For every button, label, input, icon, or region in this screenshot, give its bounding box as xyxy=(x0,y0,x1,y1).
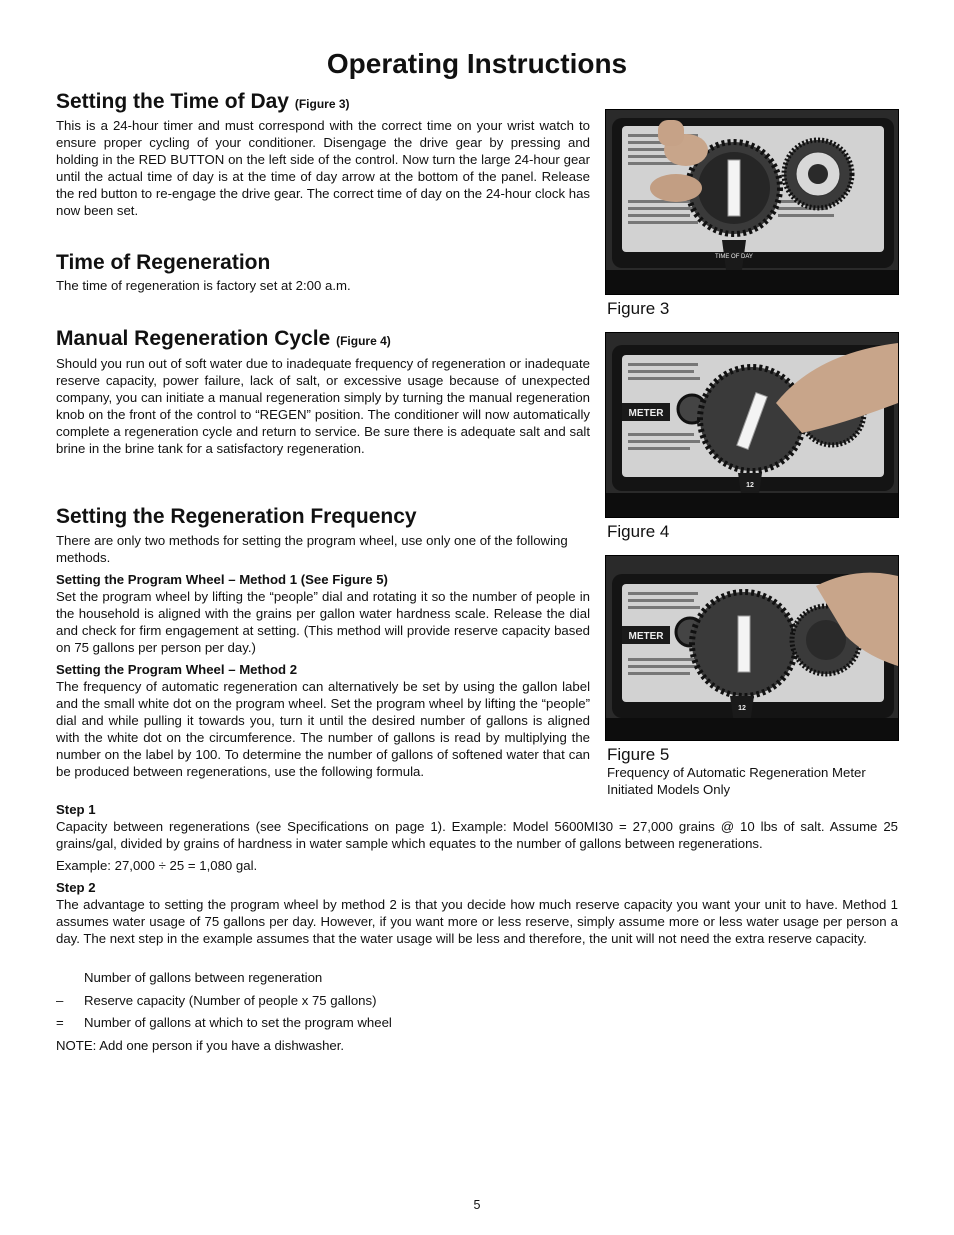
formula-text: Reserve capacity (Number of people x 75 gallons) xyxy=(84,993,377,1008)
note-line: NOTE: Add one person if you have a dishwasher. xyxy=(56,1038,345,1053)
heading-manual-regeneration xyxy=(56,327,391,353)
heading-time-of-day xyxy=(56,90,350,116)
time-of-day-body: This is a 24-hour timer and must correspond with the correct time on your wrist watch to ensure proper cycling of your conditioner. Disengage the drive gear by pressing and holding in the RED BUTTON on the left side of the control. Now turn the large 24-hour gear until the actual time of day is at the time of day arrow at the bottom of the panel. Release the red button to re-engage the drive gear. The correct time of day on the 24-hour clock has now been set. xyxy=(56,118,590,218)
figure-3-photo xyxy=(605,109,899,295)
meter-label: METER xyxy=(628,631,664,642)
formula-text: Number of gallons at which to set the program wheel xyxy=(84,1015,392,1030)
step1-body: Capacity between regenerations (see Specifications on page 1). Example: Model 5600MI30 = 27,000 grains @ 10 lbs of salt. Assume 25 grains/gal, divided by grains of hardness in water sample which equates to the number of gallons between regenerations. xyxy=(56,819,898,851)
figure-ref: (Figure 4) xyxy=(336,334,391,348)
figure-4-photo xyxy=(605,332,899,518)
figure-4-caption: Figure 4 xyxy=(607,522,670,541)
formula-text: Number of gallons between regeneration xyxy=(84,970,323,985)
formula-symbol: – xyxy=(56,993,64,1008)
heading-time-of-day-text: Setting the Time of Day xyxy=(56,90,289,113)
step2-title: Step 2 xyxy=(56,880,96,895)
meter-label: METER xyxy=(628,408,664,419)
figure-5-caption: Figure 5 xyxy=(607,745,670,764)
formula-line xyxy=(56,1015,392,1032)
method1-title: Setting the Program Wheel – Method 1 (See Figure 5) xyxy=(56,572,388,587)
figure-5-subcaption: Frequency of Automatic Regeneration Meter xyxy=(607,765,866,780)
figure-ref: (Figure 3) xyxy=(294,97,350,111)
twelve-label: 12 xyxy=(746,482,754,489)
page-number: 5 xyxy=(473,1198,481,1212)
manual-regeneration-body: Should you run out of soft water due to inadequate frequency of regeneration or inadequate reserve capacity, power failure, lack of salt, or excessive usage because of unexpected company, you can initiate a manual regeneration simply by turning the manual regeneration knob on the front of the control to “REGEN” position. The conditioner will now automatically complete a regeneration cycle and return to service. Be sure there is adequate salt and salt brine in the brine tank for a satisfactory regeneration. xyxy=(56,356,590,456)
regeneration-frequency-intro: There are only two methods for setting the program wheel, use only one of the following methods. xyxy=(56,533,568,565)
heading-time-of-regeneration: Time of Regeneration xyxy=(56,251,271,274)
formula-symbol: = xyxy=(56,1015,64,1030)
twelve-label: 12 xyxy=(738,705,746,712)
figure-5-photo xyxy=(605,555,899,741)
control-panel-illustration xyxy=(606,556,898,740)
method2-title: Setting the Program Wheel – Method 2 xyxy=(56,662,298,677)
page-title: Operating Instructions xyxy=(326,48,628,79)
figure-5-subcaption: Initiated Models Only xyxy=(607,782,731,797)
step1-title: Step 1 xyxy=(56,802,96,817)
formula-line xyxy=(56,970,322,987)
time-of-regeneration-body: The time of regeneration is factory set at 2:00 a.m. xyxy=(56,278,351,293)
step2-body: The advantage to setting the program wheel by method 2 is that you decide how much reserve capacity you want your unit to have. Method 1 assumes water usage of 75 gallons per day. However, if you want more or less reserve, simply assume more or less water usage per person a day. The next step in the example assumes that the water usage will be less and therefore, the unit will not need the extra reserve capacity. xyxy=(56,897,898,946)
control-panel-illustration xyxy=(606,110,898,294)
heading-manual-regeneration-text: Manual Regeneration Cycle xyxy=(56,327,331,350)
control-panel-illustration xyxy=(606,333,898,517)
example-line: Example: 27,000 ÷ 25 = 1,080 gal. xyxy=(56,858,258,873)
method1-body: Set the program wheel by lifting the “people” dial and rotating it so the number of people in the household is aligned with the grains per gallon water hardness scale. Release the dial and check for firm engagement at setting. (This method will provide reserve capacity based on 75 gallons per person per day.) xyxy=(56,589,590,655)
figure-3-caption: Figure 3 xyxy=(607,299,670,318)
time-of-day-label: TIME OF DAY xyxy=(715,254,753,260)
method2-body: The frequency of automatic regeneration can alternatively be set by using the gallon label and the small white dot on the program wheel. Set the program wheel by lifting the “people” dial and while pulling it towards you, turn it until the desired number of gallons is aligned with the white dot on the circumference. The number of gallons is read by multiplying the number on the label by 100. To determine the number of gallons of softened water that can be produced between regenerations, use the following formula. xyxy=(56,679,590,779)
formula-line xyxy=(56,993,376,1010)
heading-regeneration-frequency: Setting the Regeneration Frequency xyxy=(56,505,417,528)
